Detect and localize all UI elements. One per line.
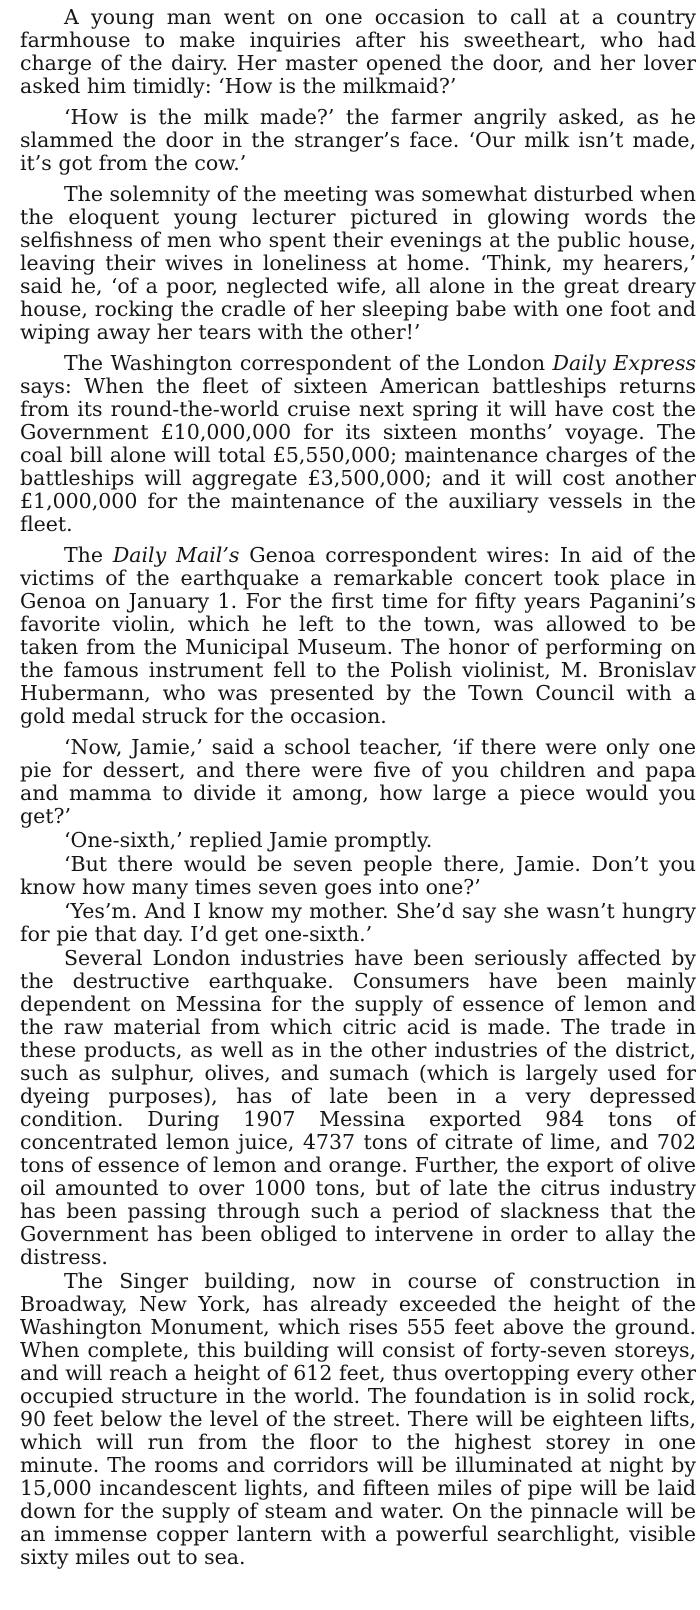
paragraph-text: The Washington correspondent of the London: [64, 351, 553, 375]
paragraph-genoa-concert: [20, 544, 696, 728]
paragraph-teacher-followup: ‘But there would be seven people there, Jamie. Don’t you know how many times seven goes into one?’: [20, 852, 696, 899]
paragraph-jamie-reply: ‘One-sixth,’ replied Jamie promptly.: [64, 828, 433, 852]
newspaper-name: Daily Mail’s: [112, 543, 240, 567]
paragraph-messina-industries: Several London industries have been seriously affected by the destructive earthquake. Consumers have been mainly dependent on Messina for the supply of essence of lemon and the raw material from which citric acid is made. The trade in these products, as well as in the other industries of the district, such as sulphur, olives, and sumach (which is largely used for dyeing purposes), has of late been in a very depressed condition. During 1907 Messina exported 984 tons of concentrated lemon juice, 4737 tons of citrate of lime, and 702 tons of essence of lemon and orange. Further, the export of olive oil amounted to over 1000 tons, but of late the citrus industry has been passing through such a period of slackness that the Government has been obliged to intervene in order to allay the distress.: [20, 946, 696, 1269]
paragraph-jamie-answer: ‘Yes’m. And I know my mother. She’d say she wasn’t hungry for pie that day. I’d get one-sixth.’: [20, 899, 696, 946]
paragraph-text: Genoa correspondent wires: In aid of the victims of the earthquake a remarkable concert took place in Genoa on January 1. For the first time for fifty years Paganini’s favorite violin, which he left to the town, was allowed to be taken from the Municipal Museum. The honor of performing on the famous instrument fell to the Polish violinist, M. Bronislav Hubermann, who was presented by the Town Council with a gold medal struck for the occasion.: [20, 543, 696, 728]
paragraph-lecturer: The solemnity of the meeting was somewhat disturbed when the eloquent young lecturer pictured in glowing words the selfishness of men who spent their evenings at the public house, leaving their wives in loneliness at home. ‘Think, my hearers,’ said he, ‘of a poor, neglected wife, all alone in the great dreary house, rocking the cradle of her sleeping babe with one foot and wiping away her tears with the other!’: [20, 182, 696, 344]
paragraph-text: The: [64, 543, 113, 567]
newspaper-name: Daily Express: [552, 351, 696, 375]
paragraph-singer-building: The Singer building, now in course of construction in Broadway, New York, has already exceeded the height of the Washington Monument, which rises 555 feet above the ground. When complete, this building will consist of forty-seven storeys, and will reach a height of 612 feet, thus overtopping every other occupied structure in the world. The foundation is in solid rock, 90 feet below the level of the street. There will be eighteen lifts, which will run from the floor to the highest storey in one minute. The rooms and corridors will be illuminated at night by 15,000 incandescent lights, and fifteen miles of pipe will be laid down for the supply of steam and water. On the pinnacle will be an immense copper lantern with a powerful searchlight, visible sixty miles out to sea.: [20, 1269, 696, 1569]
paragraph-battleships: [20, 352, 696, 536]
newspaper-column: [20, 6, 696, 1606]
paragraph-jamie-question: ‘Now, Jamie,’ said a school teacher, ‘if there were only one pie for dessert, and there were five of you children and papa and mamma to divide it among, how large a piece would you get?’: [20, 735, 696, 828]
paragraph-text: says: When the fleet of sixteen American battleships returns from its round-the-world cruise next spring it will have cost the Government £10,000,000 for its sixteen months’ voyage. The coal bill alone will total £5,550,000; maintenance charges of the battleships will aggregate £3,500,000; and it will cost another £1,000,000 for the maintenance of the auxiliary vessels in the fleet.: [20, 374, 696, 536]
paragraph-milkmaid: A young man went on one occasion to call at a country farmhouse to make inquiries after his sweetheart, who had charge of the dairy. Her master opened the door, and her lover asked him timidly: ‘How is the milkmaid?’: [20, 6, 696, 98]
paragraph-farmer-reply: ‘How is the milk made?’ the farmer angrily asked, as he slammed the door in the stranger’s face. ‘Our milk isn’t made, it’s got from the cow.’: [20, 105, 696, 175]
